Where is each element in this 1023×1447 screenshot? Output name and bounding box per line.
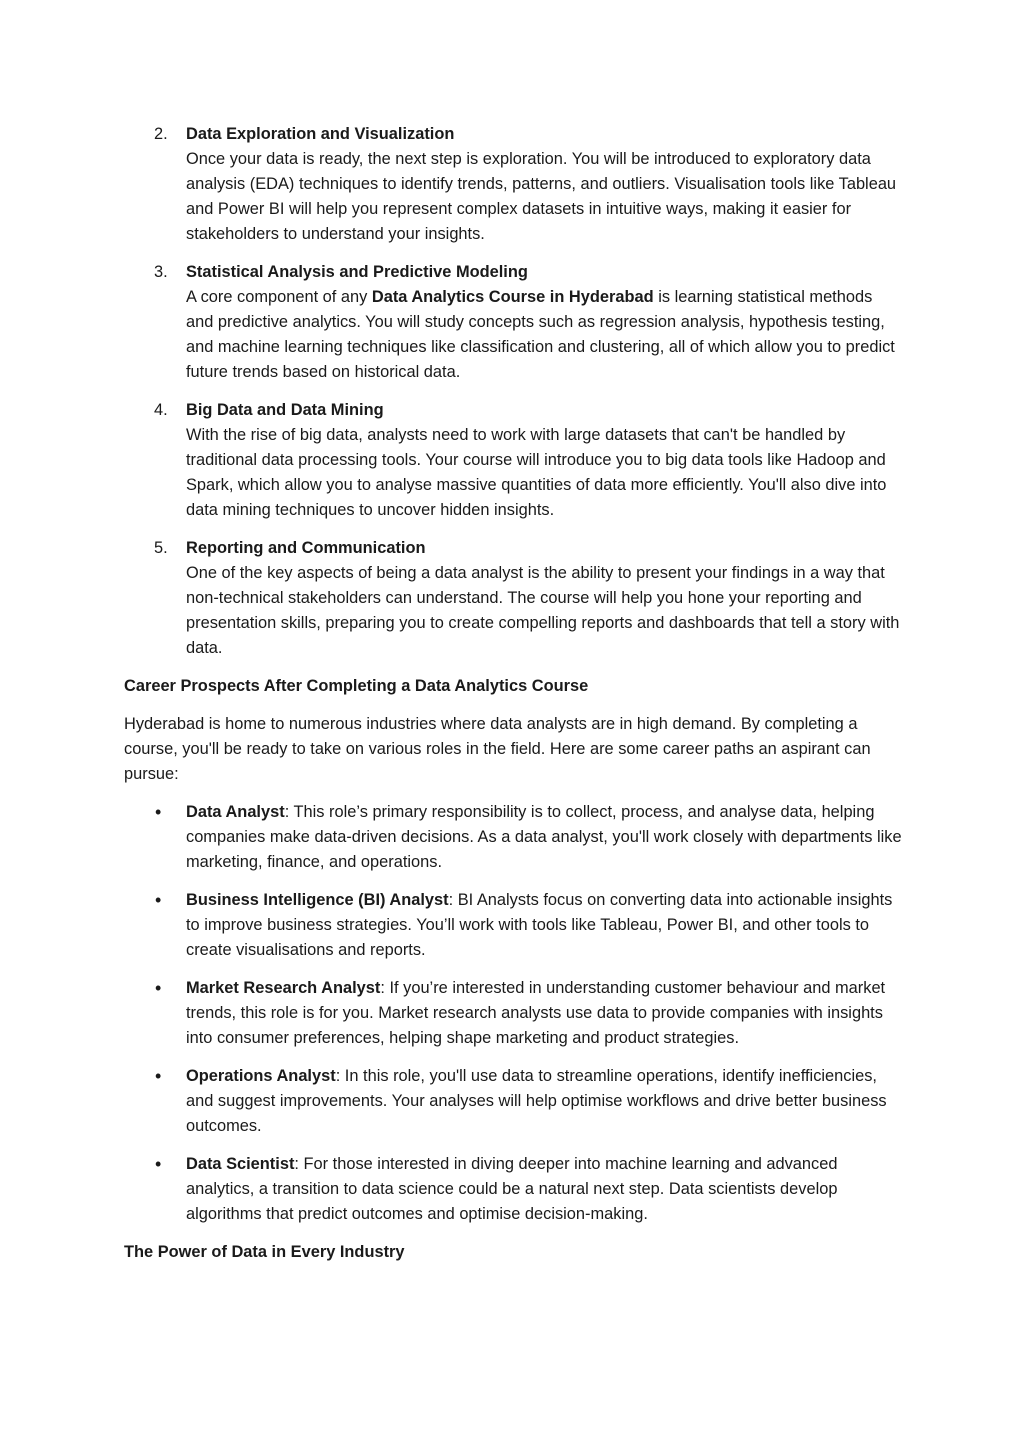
bullet-icon: •	[155, 1154, 162, 1174]
bullet-icon: •	[155, 890, 162, 910]
numbered-item-5	[124, 536, 904, 661]
item-title: Statistical Analysis and Predictive Modeling	[186, 263, 528, 281]
role-description: : For those interested in diving deeper into machine learning and advanced analytics, a transition to data science could be a natural next step. Data scientists develop algorithms that predict outcomes and optimise decision-making.	[186, 1155, 838, 1223]
item-title: Data Exploration and Visualization	[186, 125, 455, 143]
item-body-pre: A core component of any	[186, 288, 372, 306]
document-content	[124, 122, 904, 1278]
list-number: 4.	[154, 401, 168, 419]
career-role-item	[124, 888, 904, 963]
list-number: 3.	[154, 263, 168, 281]
career-role-item	[124, 1064, 904, 1139]
role-description: : In this role, you'll use data to streamline operations, identify inefficiencies, and suggest improvements. Your analyses will help optimise workflows and drive better business outcomes.	[186, 1067, 887, 1135]
role-description: : BI Analysts focus on converting data into actionable insights to improve business strategies. You’ll work with tools like Tableau, Power BI, and other tools to create visualisations and reports.	[186, 891, 893, 959]
final-heading: The Power of Data in Every Industry	[124, 1243, 405, 1261]
role-title: Business Intelligence (BI) Analyst	[186, 891, 449, 909]
list-number: 2.	[154, 125, 168, 143]
role-title: Market Research Analyst	[186, 979, 381, 997]
role-title: Data Analyst	[186, 803, 285, 821]
item-title: Big Data and Data Mining	[186, 401, 384, 419]
item-body-bold: Data Analytics Course in Hyderabad	[371, 288, 654, 306]
numbered-item-4	[124, 398, 904, 523]
numbered-item-3	[124, 260, 904, 385]
numbered-item-2	[124, 122, 904, 247]
role-description: : If you’re interested in understanding customer behaviour and market trends, this role is for you. Market research analysts use data to provide companies with insights into consumer preferences, helping shape marketing and product strategies.	[186, 979, 886, 1047]
role-title: Operations Analyst	[186, 1067, 336, 1085]
bullet-icon: •	[155, 802, 162, 822]
bullet-icon: •	[155, 1066, 162, 1086]
career-role-item	[124, 976, 904, 1051]
career-role-item	[124, 1152, 904, 1227]
item-body: One of the key aspects of being a data analyst is the ability to present your findings in a way that non-technical stakeholders can understand. The course will help you hone your reporting and presentation skills, preparing you to create compelling reports and dashboards that tell a story with data.	[186, 564, 900, 657]
item-body: With the rise of big data, analysts need to work with large datasets that can't be handled by traditional data processing tools. Your course will introduce you to big data tools like Hadoop and Spark, which allow you to analyse massive quantities of data more efficiently. You'll also dive into data mining techniques to uncover hidden insights.	[186, 426, 887, 519]
role-description: : This role’s primary responsibility is to collect, process, and analyse data, helping companies make data-driven decisions. As a data analyst, you'll work closely with departments like marketing, finance, and operations.	[186, 803, 902, 871]
career-intro: Hyderabad is home to numerous industries where data analysts are in high demand. By completing a course, you'll be ready to take on various roles in the field. Here are some career paths an aspirant can pursue:	[124, 715, 871, 783]
item-title: Reporting and Communication	[186, 539, 426, 557]
item-body: Once your data is ready, the next step is exploration. You will be introduced to exploratory data analysis (EDA) techniques to identify trends, patterns, and outliers. Visualisation tools like Tableau and Power BI will help you represent complex datasets in intuitive ways, making it easier for stakeholders to understand your insights.	[186, 150, 897, 243]
career-heading: Career Prospects After Completing a Data Analytics Course	[124, 677, 589, 695]
item-body-post: is learning statistical methods and predictive analytics. You will study concepts such as regression analysis, hypothesis testing, and machine learning techniques like classification and clustering, all of which allow you to predict future trends based on historical data.	[186, 288, 895, 381]
bullet-icon: •	[155, 978, 162, 998]
career-role-item	[124, 800, 904, 875]
role-title: Data Scientist	[186, 1155, 295, 1173]
list-number: 5.	[154, 539, 168, 557]
